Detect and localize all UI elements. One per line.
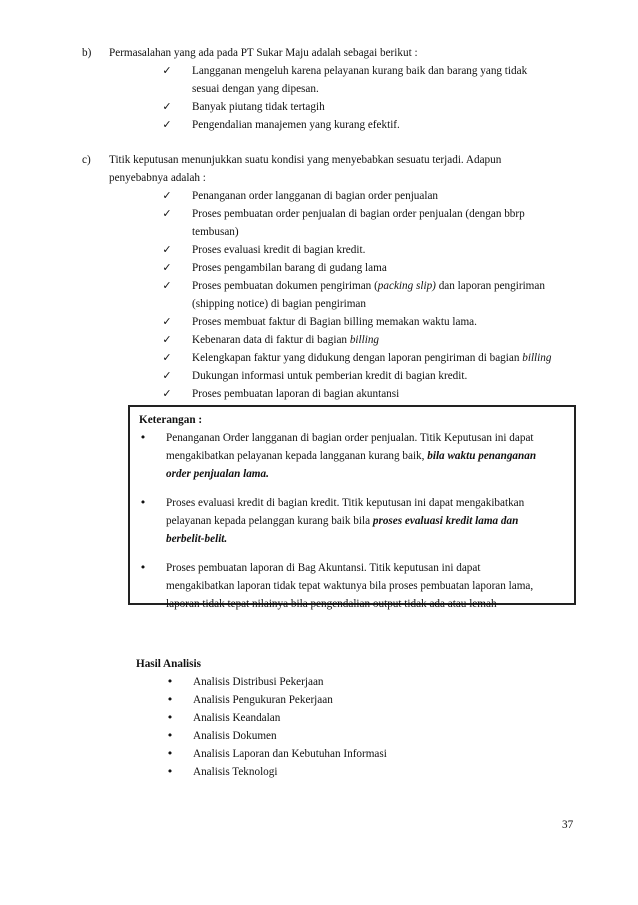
hasil-item: Analisis Distribusi Pekerjaan xyxy=(193,676,324,688)
bullet-icon: • xyxy=(166,693,174,706)
keterangan-line: Proses pembuatan laporan di Bag Akuntansi. Titik keputusan ini dapat xyxy=(166,562,481,574)
checkmark-icon: ✓ xyxy=(162,315,172,328)
section-b-item-1: Langganan mengeluh karena pelayanan kurang baik dan barang yang tidak xyxy=(192,65,528,77)
hasil-item: Analisis Dokumen xyxy=(193,730,277,742)
keterangan-line: Proses evaluasi kredit di bagian kredit. Titik keputusan ini dapat mengakibatkan xyxy=(166,497,525,509)
section-c-item: Proses pembuatan order penjualan di bagian order penjualan (dengan bbrp xyxy=(192,208,525,220)
bullet-icon: • xyxy=(166,747,174,760)
bullet-icon: • xyxy=(139,431,147,444)
bullet-icon: • xyxy=(139,496,147,509)
checkmark-icon: ✓ xyxy=(162,351,172,364)
checkmark-icon: ✓ xyxy=(162,100,172,113)
hasil-item: Analisis Keandalan xyxy=(193,712,281,724)
checkmark-icon: ✓ xyxy=(162,64,172,77)
hasil-item: Analisis Laporan dan Kebutuhan Informasi xyxy=(193,748,387,760)
section-c-label: c) xyxy=(82,154,91,166)
hasil-item: Analisis Pengukuran Pekerjaan xyxy=(193,694,333,706)
section-c-item: Proses pembuatan laporan di bagian akuntansi xyxy=(192,388,400,400)
checkmark-icon: ✓ xyxy=(162,279,172,292)
section-c-item: Proses membuat faktur di Bagian billing memakan waktu lama. xyxy=(192,316,477,328)
checkmark-icon: ✓ xyxy=(162,118,172,131)
keterangan-title: Keterangan : xyxy=(139,414,203,426)
checkmark-icon: ✓ xyxy=(162,387,172,400)
section-b-item-1-cont: sesuai dengan yang dipesan. xyxy=(192,83,319,95)
checkmark-icon: ✓ xyxy=(162,189,172,202)
section-c-item: Kebenaran data di faktur di bagian billing xyxy=(192,334,380,346)
section-c-item: Penanganan order langganan di bagian order penjualan xyxy=(192,190,439,202)
section-c-item: Dukungan informasi untuk pemberian kredit di bagian kredit. xyxy=(192,370,468,382)
hasil-item: Analisis Teknologi xyxy=(193,766,278,778)
section-c-item: Proses pembuatan dokumen pengiriman (packing slip) dan laporan pengiriman xyxy=(192,280,545,292)
section-c-intro: Titik keputusan menunjukkan suatu kondisi yang menyebabkan sesuatu terjadi. Adapun xyxy=(109,154,502,166)
section-c-item-cont: (shipping notice) di bagian pengiriman xyxy=(192,298,366,310)
section-b-intro: Permasalahan yang ada pada PT Sukar Maju adalah sebagai berikut : xyxy=(109,47,418,59)
section-c-item: Kelengkapan faktur yang didukung dengan laporan pengiriman di bagian billing xyxy=(192,352,552,364)
keterangan-line: pelayanan kepada pelanggan kurang baik bila proses evaluasi kredit lama dan xyxy=(166,515,519,527)
section-c-item-cont: tembusan) xyxy=(192,226,239,238)
checkmark-icon: ✓ xyxy=(162,207,172,220)
hasil-title: Hasil Analisis xyxy=(136,658,201,670)
page-number: 37 xyxy=(562,819,574,831)
section-b-item-3: Pengendalian manajemen yang kurang efektif. xyxy=(192,119,400,131)
checkmark-icon: ✓ xyxy=(162,333,172,346)
section-c-intro-cont: penyebabnya adalah : xyxy=(109,172,206,184)
keterangan-line: order penjualan lama. xyxy=(166,468,269,480)
bullet-icon: • xyxy=(166,675,174,688)
keterangan-line: mengakibatkan laporan tidak tepat waktunya bila proses pembuatan laporan lama, xyxy=(166,580,534,592)
section-c-item: Proses evaluasi kredit di bagian kredit. xyxy=(192,244,366,256)
keterangan-line: berbelit-belit. xyxy=(166,533,228,545)
keterangan-line: laporan tidak tepat nilainya bila pengendalian output tidak ada atau lemah xyxy=(166,598,497,610)
checkmark-icon: ✓ xyxy=(162,243,172,256)
section-b-label: b) xyxy=(82,47,92,59)
section-c-item: Proses pengambilan barang di gudang lama xyxy=(192,262,387,274)
bullet-icon: • xyxy=(166,711,174,724)
checkmark-icon: ✓ xyxy=(162,261,172,274)
keterangan-line: Penanganan Order langganan di bagian order penjualan. Titik Keputusan ini dapat xyxy=(166,432,534,444)
bullet-icon: • xyxy=(139,561,147,574)
bullet-icon: • xyxy=(166,729,174,742)
keterangan-line: mengakibatkan pelayanan kepada langganan kurang baik, bila waktu penanganan xyxy=(166,450,537,462)
section-b-item-2: Banyak piutang tidak tertagih xyxy=(192,101,325,113)
checkmark-icon: ✓ xyxy=(162,369,172,382)
bullet-icon: • xyxy=(166,765,174,778)
